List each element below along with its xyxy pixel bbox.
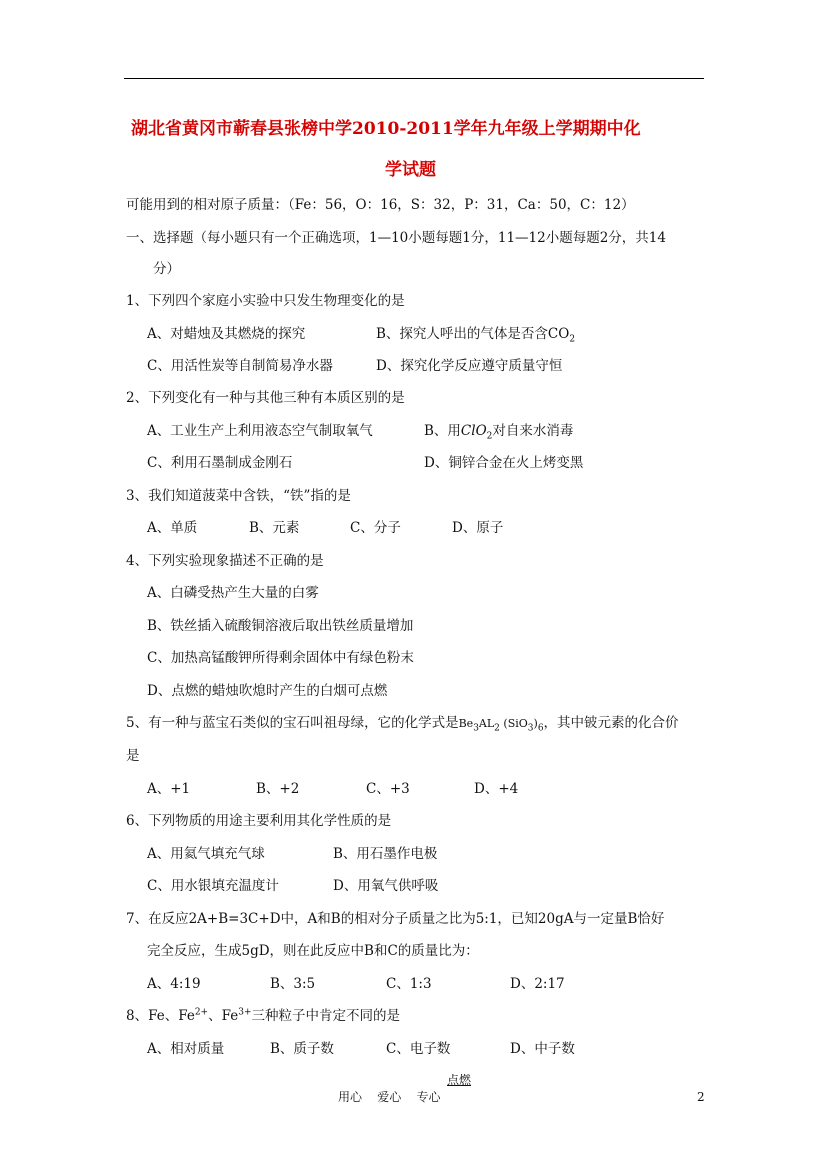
q2-option-b: B、用ClO$_2$对自来水消毒 (424, 423, 574, 442)
q1-option-a: A、对蜡烛及其燃烧的探究 (147, 326, 306, 342)
q6-option-b: B、用石墨作电极 (333, 846, 438, 862)
q2-option-c: C、利用石墨制成金刚石 (147, 455, 293, 471)
q5-option-b: B、+2 (256, 781, 300, 797)
q6-option-c: C、用水银填充温度计 (147, 878, 279, 894)
q8-option-a: A、相对质量 (147, 1041, 225, 1057)
question-5-stem: 5、有一种与蓝宝石类似的宝石叫祖母绿，它的化学式是$Be_3AL_2$ $(SiO_3)_6$，其中铍元素的化合价 (126, 715, 679, 734)
q6-option-d: D、用氧气供呼吸 (333, 878, 439, 894)
page-number: 2 (697, 1090, 705, 1104)
atomic-mass-intro: 可能用到的相对原子质量：（Fe：56，O：16，S：32，P：31，Ca：50，C：12） (126, 197, 635, 213)
footer-motto: 用心 爱心 专心 (338, 1090, 441, 1104)
question-5-stem-cont: 是 (126, 748, 140, 764)
q2-option-d: D、铜锌合金在火上烤变黑 (424, 455, 584, 471)
q4-option-c: C、加热高锰酸钾所得剩余固体中有绿色粉末 (147, 650, 414, 666)
question-4-stem: 4、下列实验现象描述不正确的是 (126, 553, 324, 569)
q5-option-c: C、+3 (366, 781, 410, 797)
question-7-stem-cont: 完全反应，生成5gD，则在此反应中B和C的质量比为： (147, 943, 479, 959)
q7-option-d: D、2:17 (510, 976, 565, 992)
q1-option-c: C、用活性炭等自制简易净水器 (147, 358, 333, 374)
q3-option-b: B、元素 (249, 520, 300, 536)
question-2-stem: 2、下列变化有一种与其他三种有本质区别的是 (126, 390, 405, 406)
footer-stray-text: 点燃 (447, 1073, 472, 1087)
question-8-stem: 8、Fe、$Fe^{2+}$、$Fe^{3+}$三种粒子中肯定不同的是 (126, 1007, 401, 1024)
question-7-stem: 7、在反应2A+B=3C+D中，A和B的相对分子质量之比为5:1，已知20gA与一定量B恰好 (126, 911, 665, 927)
q3-option-a: A、单质 (147, 520, 198, 536)
q3-option-c: C、分子 (350, 520, 401, 536)
section-heading-cont: 分） (153, 261, 180, 277)
header-rule (124, 78, 704, 79)
q7-option-a: A、4:19 (147, 976, 201, 992)
q5-option-d: D、+4 (474, 781, 519, 797)
q2-option-a: A、工业生产上利用液态空气制取氧气 (147, 423, 373, 439)
doc-title-line2: 学试题 (385, 160, 436, 180)
question-6-stem: 6、下列物质的用途主要利用其化学性质的是 (126, 813, 392, 829)
q4-option-d: D、点燃的蜡烛吹熄时产生的白烟可点燃 (147, 683, 388, 699)
q1-option-b: B、探究人呼出的气体是否含$CO_2$ (376, 326, 576, 345)
section-heading: 一、选择题（每小题只有一个正确选项，1—10小题每题1分，11—12小题每题2分，共14 (126, 230, 666, 246)
q1-option-d: D、探究化学反应遵守质量守恒 (376, 358, 563, 374)
question-1-stem: 1、下列四个家庭小实验中只发生物理变化的是 (126, 293, 405, 309)
question-3-stem: 3、我们知道菠菜中含铁，“铁”指的是 (126, 488, 351, 504)
doc-title-line1: 湖北省黄冈市蕲春县张榜中学2010-2011学年九年级上学期期中化 (131, 119, 641, 139)
q8-option-b: B、质子数 (270, 1041, 334, 1057)
q7-option-b: B、3:5 (270, 976, 316, 992)
q8-option-d: D、中子数 (510, 1041, 575, 1057)
q4-option-b: B、铁丝插入硫酸铜溶液后取出铁丝质量增加 (147, 618, 414, 634)
q4-option-a: A、白磷受热产生大量的白雾 (147, 585, 319, 601)
q5-option-a: A、+1 (147, 781, 191, 797)
q6-option-a: A、用氦气填充气球 (147, 846, 265, 862)
q3-option-d: D、原子 (452, 520, 504, 536)
q8-option-c: C、电子数 (386, 1041, 451, 1057)
q7-option-c: C、1:3 (386, 976, 432, 992)
